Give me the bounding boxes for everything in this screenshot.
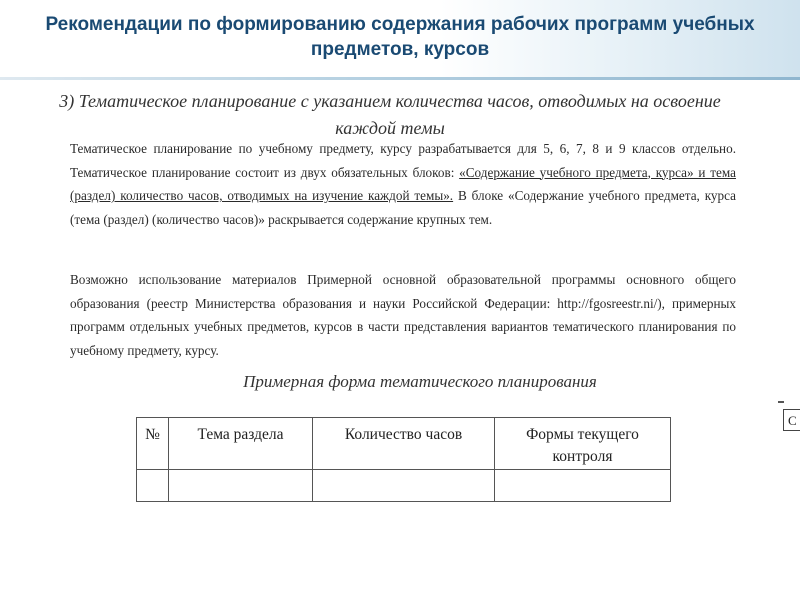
header-divider	[0, 77, 800, 80]
table-header-row	[137, 418, 671, 470]
paragraph-1-underlined: «Содержание учебного предмета, курса» и тема (раздел) количество часов, отводимых на изучение каждой темы».	[70, 164, 736, 203]
paragraph-1-text-a: Тематическое планирование по учебному предмету, курсу разрабатывается для 5, 6, 7, 8 и 9 классов отдельно. Тематическое планирование состоит из двух обязательных блоков:	[70, 141, 736, 180]
header-hours: Количество часов	[313, 418, 495, 470]
paragraph-1	[70, 137, 736, 231]
edge-fragment: С	[783, 409, 800, 431]
page-title: Рекомендации по формированию содержания рабочих программ учебных предметов, курсов	[45, 14, 755, 60]
table-cell	[169, 470, 313, 502]
section-heading: 3) Тематическое планирование с указанием количества часов, отводимых на освоение каждой темы	[59, 91, 721, 138]
table-cell	[137, 470, 169, 502]
paragraph-2: Возможно использование материалов Примерной основной образовательной программы основного общего образования (реестр Министерства образования и науки Российской Федерации: http://fgosreestr.ni/), примерных программ отдельных учебных предметов, курсов в части представления вариантов тематического планирования по учебному предмету, курсу.	[70, 272, 736, 358]
header-topic: Тема раздела	[169, 418, 313, 470]
table-cell	[313, 470, 495, 502]
planning-table	[136, 417, 671, 502]
edge-tick	[778, 401, 784, 403]
table-cell	[495, 470, 671, 502]
form-title: Примерная форма тематического планирования	[243, 372, 597, 391]
paragraph-1-text-b: В блоке «Содержание учебного предмета, курса (тема (раздел) (количество часов)» раскрывается содержание крупных тем.	[70, 188, 736, 227]
header-control-forms: Формы текущего контроля	[495, 418, 671, 470]
table-row	[137, 470, 671, 502]
header-number: №	[137, 418, 169, 470]
